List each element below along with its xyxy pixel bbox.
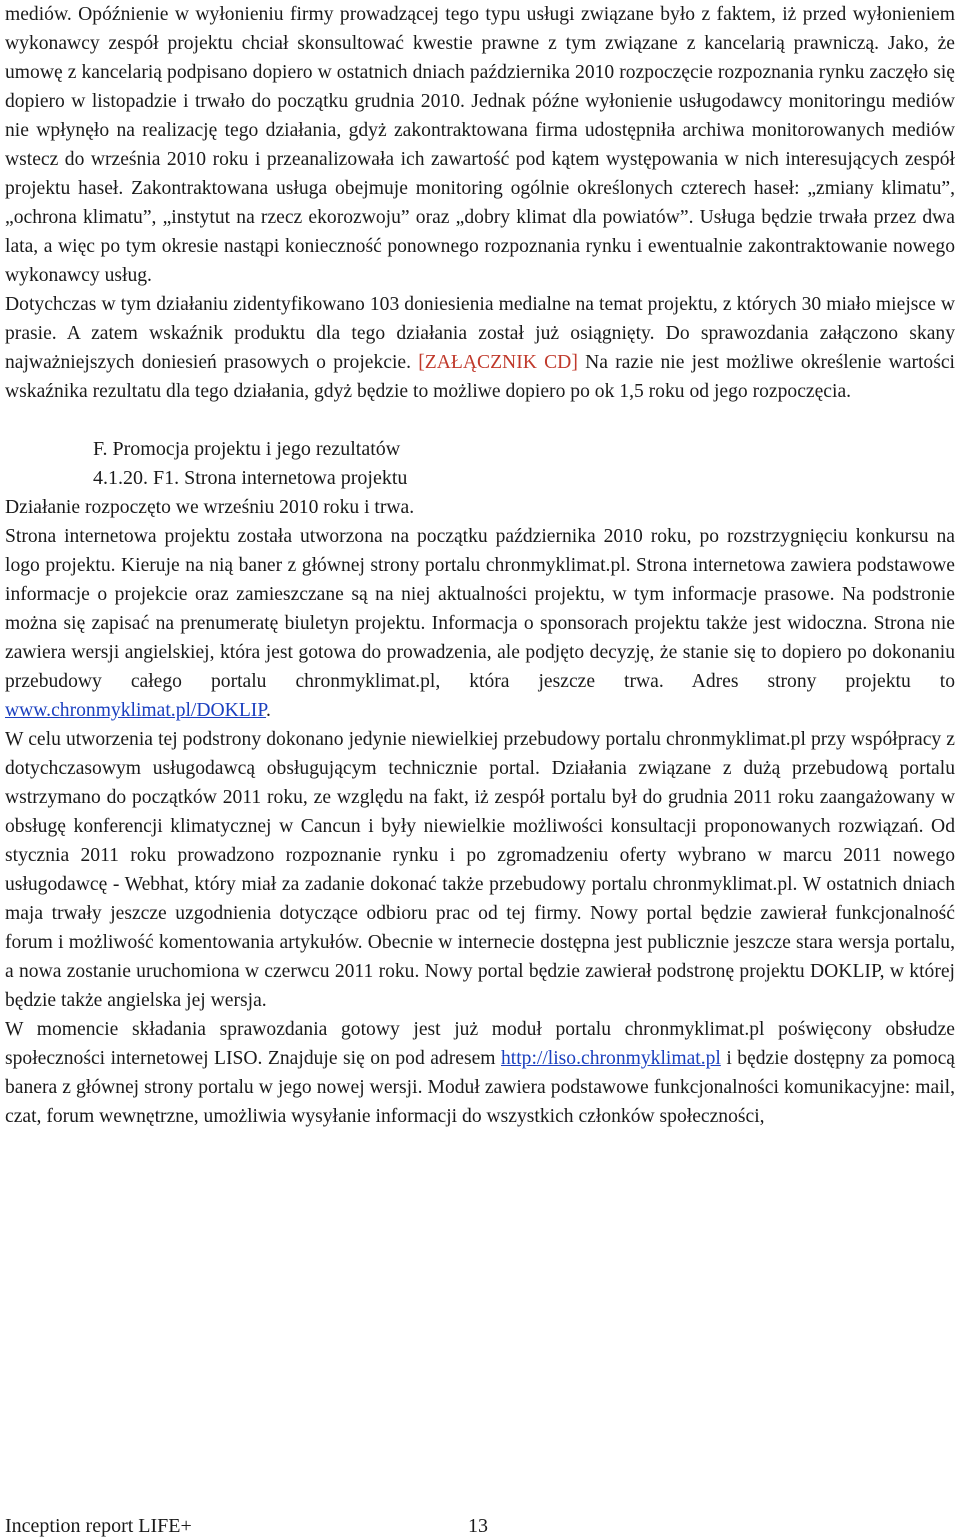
footer-title: Inception report LIFE+ — [5, 1515, 192, 1537]
page-number: 13 — [468, 1515, 488, 1537]
paragraph-text: i będzie dostępny za pomocą banera z głównej strony portalu w jego nowej wersji. Moduł zawiera podstawowe funkcjonalności komunikacyjne: mail, czat, forum wewnętrzne, umożliwia wysyłanie informacji do wszystkich członków społeczności, — [5, 1048, 955, 1127]
spacer — [5, 406, 955, 435]
document-page — [5, 0, 955, 1131]
paragraph-liso-module — [5, 1015, 955, 1131]
paragraph-text: . — [266, 700, 271, 721]
paragraph-text: Na razie nie jest możliwe określenie wartości wskaźnika rezultatu dla tego działania, gdyż będzie to możliwe dopiero po ok 1,5 roku od jego rozpoczęcia. — [5, 352, 955, 402]
paragraph-portal-rebuild: W celu utworzenia tej podstrony dokonano jedynie niewielkiej przebudowy portalu chronmyklimat.pl przy współpracy z dotychczasowym usługodawcą obsługującym technicznie portal. Działania związane z dużą przebudową portalu wstrzymano do początków 2011 roku, ze względu na fakt, iż zespół portalu był do grudnia 2011 roku zaangażowany w obsługę konferencji klimatycznej w Cancun i były niewielkie możliwości konsultacji proponowanych rozwiązań. Od stycznia 2011 roku prowadzono rozpoznanie rynku i po zgromadzeniu oferty wybrano w marcu 2011 nowego usługodawcę - Webhat, który miał za zadanie dokonać także przebudowy portalu chronmyklimat.pl. W ostatnich dniach maja trwały jeszcze uzgodnienia dotyczące odbioru prac od tej firmy. Nowy portal będzie zawierał funkcjonalność forum i możliwość komentowania artykułów. Obecnie w internecie dostępna jest publicznie jeszcze stara wersja portalu, a nowa zostanie uruchomiona w czerwcu 2011 roku. Nowy portal będzie zawierał podstronę projektu DOKLIP, w której będzie także angielska jej wersja. — [5, 729, 955, 1011]
paragraph-media-monitoring: mediów. Opóźnienie w wyłonieniu firmy prowadzącej tego typu usługi związane było z faktem, iż przed wyłonieniem wykonawcy zespół projektu chciał skonsultować kwestie prawne z tym związane z kancelarią prawniczą. Jako, że umowę z kancelarią podpisano dopiero w ostatnich dniach października 2010 rozpoczęcie rozpoznania rynku zaczęło się dopiero w listopadzie i trwało do początku grudnia 2010. Jednak późne wyłonienie usługodawcy monitoringu mediów nie wpłynęło na realizację tego działania, gdyż zakontraktowana firma udostępniła archiwa monitorowanych mediów wstecz do września 2010 roku i przeanalizowała ich zawartość pod kątem występowania w nich interesujących zespół projektu haseł. Zakontraktowana usługa obejmuje monitoring ogólnie określonych czterech haseł: „zmiany klimatu”, „ochrona klimatu”, „instytut na rzecz ekorozwoju” oraz „dobry klimat dla powiatów”. Usługa będzie trwała przez dwa lata, a więc po tym okresie nastąpi konieczność ponownego rozpoznania rynku i ewentualnie zakontraktowanie nowego wykonawcy usług. — [5, 4, 955, 286]
paragraph-text: Strona internetowa projektu została utworzona na początku października 2010 roku, po rozstrzygnięciu konkursu na logo projektu. Kieruje na nią baner z głównej strony portalu chronmyklimat.pl. Strona internetowa zawiera podstawowe informacje o projekcie oraz zamieszczane są na niej aktualności projektu, w tym informacje prasowe. Na podstronie można się zapisać na prenumeratę biuletyn projektu. Informacja o sponsorach projektu także jest widoczna. Strona nie zawiera wersji angielskiej, która jest gotowa do prowadzenia, ale podjęto decyzję, że stanie się to dopiero po dokonaniu przebudowy całego portalu chronmyklimat.pl, która jeszcze trwa. Adres strony projektu to — [5, 526, 955, 692]
paragraph-website-description — [5, 522, 955, 725]
attachment-reference: [ZAŁĄCZNIK CD] — [418, 352, 578, 373]
paragraph-text: W momencie składania sprawozdania gotowy jest już moduł portalu chronmyklimat.pl poświęcony obsłudze społeczności internetowej LISO. Znajduje się on pod adresem — [5, 1019, 955, 1069]
paragraph-start-date: Działanie rozpoczęto we wrześniu 2010 roku i trwa. — [5, 497, 415, 518]
project-website-link[interactable]: www.chronmyklimat.pl/DOKLIP — [5, 700, 267, 721]
paragraph-media-results — [5, 290, 955, 406]
subsection-heading-website: 4.1.20. F1. Strona internetowa projektu — [93, 467, 408, 489]
section-heading-promotion: F. Promocja projektu i jego rezultatów — [93, 438, 401, 460]
liso-link[interactable]: http://liso.chronmyklimat.pl — [500, 1048, 721, 1069]
paragraph-text: Dotychczas w tym działaniu zidentyfikowano 103 doniesienia medialne na temat projektu, z których 30 miało miejsce w prasie. A zatem wskaźnik produktu dla tego działania został już osiągnięty. Do sprawozdania załączono skany najważniejszych doniesień prasowych o projekcie. — [5, 294, 955, 373]
